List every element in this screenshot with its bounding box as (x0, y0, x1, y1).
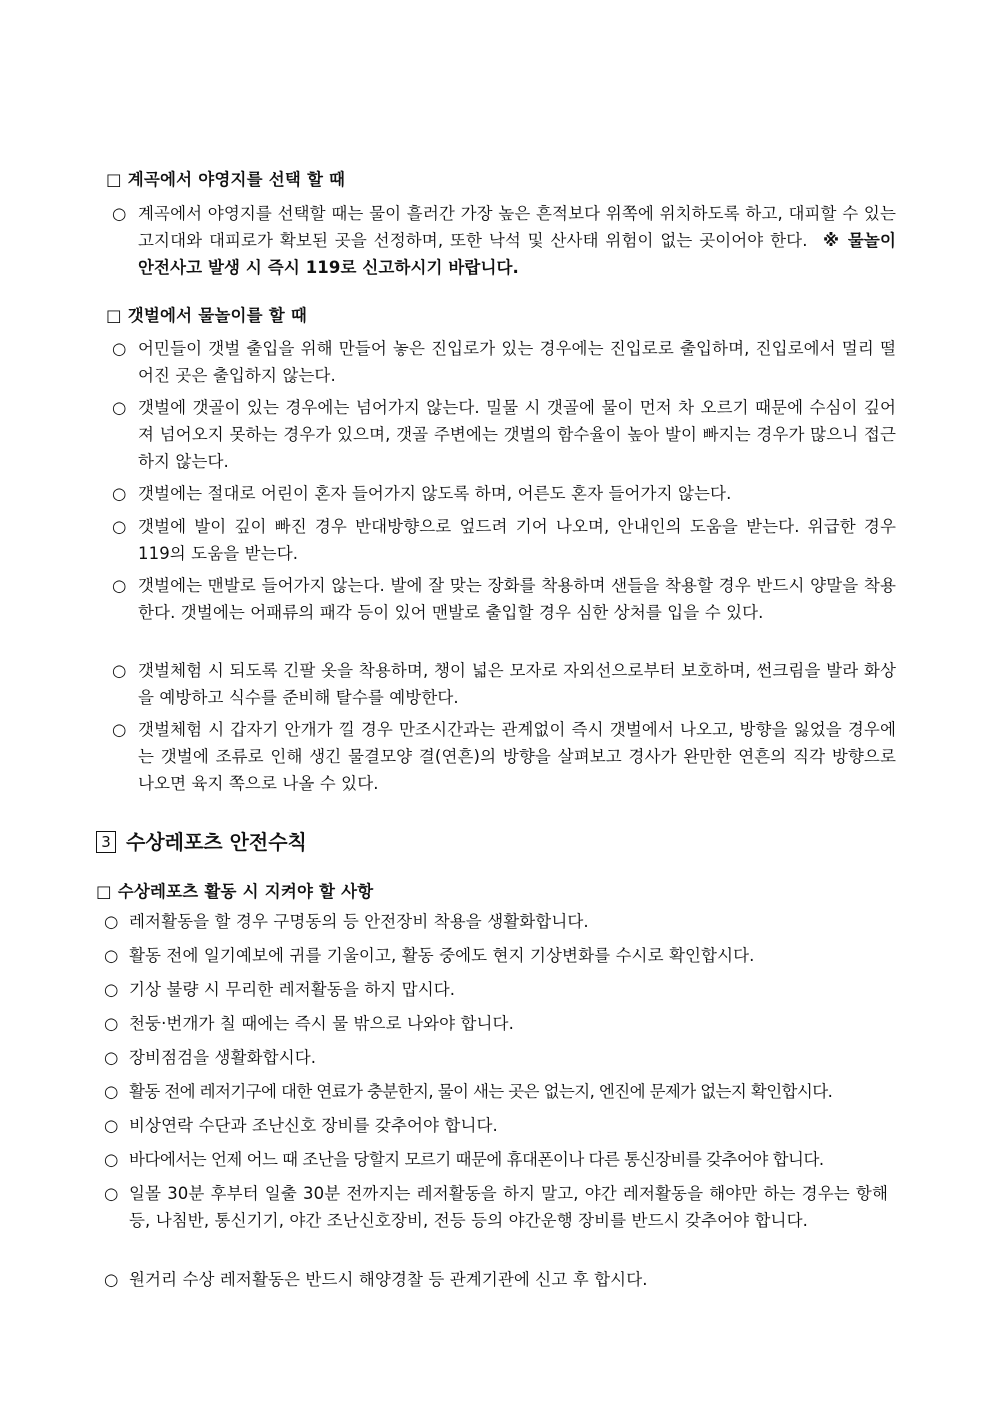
circle-marker: ○ (112, 661, 127, 680)
water-sports-heading-title: 수상레포츠 활동 시 지켜야 할 사항 (117, 882, 374, 901)
tidalflat-item-text: 갯벌에 갯골이 있는 경우에는 넘어가지 않는다. 밀물 시 갯골에 물이 먼저 차 오르기 때문에 수심이 깊어져 넘어오지 못하는 경우가 있으며, 갯골 주변에는 갯벌의 함수율이 높아 발이 빠지는 경우가 많으니 접근하지 않는다. (138, 398, 896, 471)
valley-heading (106, 166, 345, 190)
circle-marker: ○ (104, 980, 119, 999)
water-sports-item-text: 일몰 30분 후부터 일출 30분 전까지는 레저활동을 하지 말고, 야간 레저활동을 해야만 하는 경우는 항해등, 나침반, 통신기기, 야간 조난신호장비, 전등 등의 야간운행 장비를 반드시 갖추어야 합니다. (129, 1184, 888, 1230)
section3-title-text: 수상레포츠 안전수칙 (126, 830, 307, 854)
tidalflat-heading-title: 갯벌에서 물놀이를 할 때 (127, 306, 307, 325)
list-item (104, 1078, 896, 1105)
circle-marker: ○ (112, 576, 127, 595)
list-item (112, 394, 896, 475)
list-item (104, 1112, 896, 1139)
circle-marker: ○ (104, 1014, 119, 1033)
circle-marker: ○ (104, 946, 119, 965)
list-item (104, 1044, 896, 1071)
tidalflat-item-text: 어민들이 갯벌 출입을 위해 만들어 놓은 진입로가 있는 경우에는 진입로로 출입하며, 진입로에서 멀리 떨어진 곳은 출입하지 않는다. (138, 339, 896, 385)
circle-marker: ○ (112, 484, 127, 503)
box-marker: □ (106, 306, 122, 325)
water-sports-item-text: 비상연락 수단과 조난신호 장비를 갖추어야 합니다. (129, 1116, 498, 1135)
circle-marker: ○ (104, 1184, 119, 1203)
water-sports-item-text: 레저활동을 할 경우 구명동의 등 안전장비 착용을 생활화합니다. (129, 912, 589, 931)
tidalflat-item-text: 갯벌체험 시 갑자기 안개가 낄 경우 만조시간과는 관계없이 즉시 갯벌에서 나오고, 방향을 잃었을 경우에는 갯벌에 조류로 인해 생긴 물결모양 결(연흔)의 방향을 살펴보고 경사가 완만한 연흔의 직각 방향으로 나오면 육지 쪽으로 나올 수 있다. (138, 720, 896, 793)
circle-marker: ○ (104, 1150, 119, 1169)
water-sports-item-text: 활동 전에 레저기구에 대한 연료가 충분한지, 물이 새는 곳은 없는지, 엔진에 문제가 없는지 확인합시다. (129, 1082, 833, 1101)
circle-marker: ○ (112, 204, 127, 223)
box-marker: □ (96, 882, 112, 901)
list-item (112, 657, 896, 711)
water-sports-item-text: 기상 불량 시 무리한 레저활동을 하지 맙시다. (129, 980, 456, 999)
list-item (112, 716, 896, 797)
circle-marker: ○ (112, 517, 127, 536)
water-sports-item-text: 천둥·번개가 칠 때에는 즉시 물 밖으로 나와야 합니다. (129, 1014, 514, 1033)
circle-marker: ○ (104, 1270, 119, 1289)
list-item (104, 976, 896, 1003)
list-item (104, 1180, 888, 1234)
valley-item-text: 계곡에서 야영지를 선택할 때는 물이 흘러간 가장 높은 흔적보다 위쪽에 위치하도록 하고, 대피할 수 있는 고지대와 대피로가 확보된 곳을 선정하며, 또한 낙석 및 산사태 위험이 없는 곳이어야 한다. (138, 204, 896, 250)
list-item (112, 572, 896, 626)
list-item (104, 1010, 896, 1037)
list-item (104, 1266, 896, 1293)
list-item (104, 942, 896, 969)
circle-marker: ○ (112, 398, 127, 417)
water-sports-heading (96, 878, 373, 902)
tidalflat-item-text: 갯벌에 발이 깊이 빠진 경우 반대방향으로 엎드려 기어 나오며, 안내인의 도움을 받는다. 위급한 경우 119의 도움을 받는다. (138, 517, 896, 563)
circle-marker: ○ (104, 1082, 119, 1101)
circle-marker: ○ (104, 1048, 119, 1067)
section-number-box: 3 (96, 831, 116, 853)
box-marker: □ (106, 170, 122, 189)
tidalflat-item-text: 갯벌에는 절대로 어린이 혼자 들어가지 않도록 하며, 어른도 혼자 들어가지 않는다. (138, 484, 732, 503)
circle-marker: ○ (104, 912, 119, 931)
water-sports-item-text: 장비점검을 생활화합시다. (129, 1048, 317, 1067)
water-sports-item-text: 활동 전에 일기예보에 귀를 기울이고, 활동 중에도 현지 기상변화를 수시로 확인합시다. (129, 946, 755, 965)
list-item (104, 908, 896, 935)
tidalflat-heading (106, 302, 307, 326)
list-item (112, 200, 896, 281)
circle-marker: ○ (112, 720, 127, 739)
circle-marker: ○ (112, 339, 127, 358)
water-sports-item-text: 바다에서는 언제 어느 때 조난을 당할지 모르기 때문에 휴대폰이나 다른 통신장비를 갖추어야 합니다. (129, 1150, 824, 1169)
water-sports-item-text: 원거리 수상 레저활동은 반드시 해양경찰 등 관계기관에 신고 후 합시다. (129, 1270, 648, 1289)
list-item (104, 1146, 896, 1173)
emergency-notice: ※ 물놀이 안전사고 발생 시 즉시 119로 신고하시기 바랍니다. (138, 231, 896, 277)
list-item (112, 513, 896, 567)
circle-marker: ○ (104, 1116, 119, 1135)
tidalflat-item-text: 갯벌체험 시 되도록 긴팔 옷을 착용하며, 챙이 넓은 모자로 자외선으로부터 보호하며, 썬크림을 발라 화상을 예방하고 식수를 준비해 탈수를 예방한다. (138, 661, 896, 707)
valley-heading-title: 계곡에서 야영지를 선택 할 때 (127, 170, 346, 189)
list-item (112, 335, 896, 389)
tidalflat-item-text: 갯벌에는 맨발로 들어가지 않는다. 발에 잘 맞는 장화를 착용하며 샌들을 착용할 경우 반드시 양말을 착용한다. 갯벌에는 어패류의 패각 등이 있어 맨발로 출입할 경우 심한 상처를 입을 수 있다. (138, 576, 896, 622)
section3-title (96, 826, 307, 855)
list-item (112, 480, 896, 507)
